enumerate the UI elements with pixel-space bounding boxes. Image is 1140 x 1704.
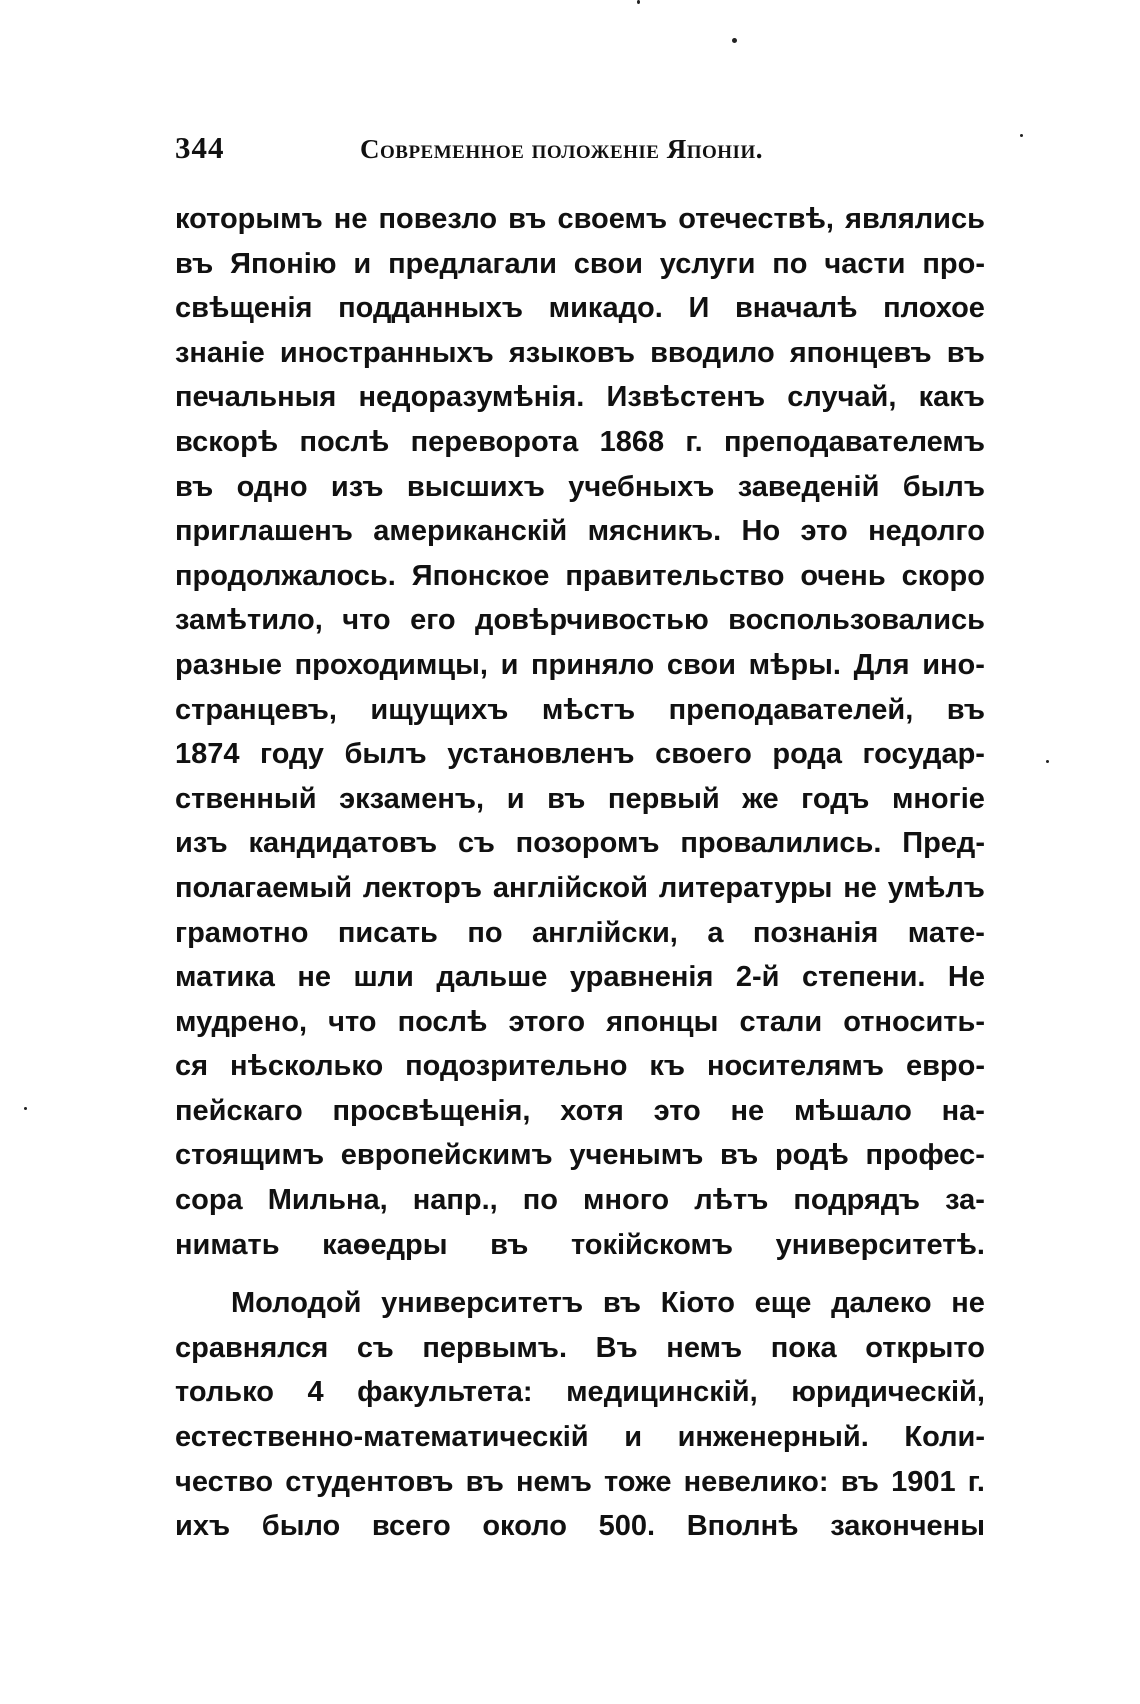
- paragraph: [175, 197, 985, 1267]
- text-line: ихъ было всего около 500. Вполнѣ закончены: [175, 1510, 985, 1543]
- text-line: въ Японію и предлагали свои услуги по части про-: [175, 247, 985, 280]
- text-line: продолжалось. Японское правительство очень скоро: [175, 559, 985, 592]
- text-line: замѣтило, что его довѣрчивостью воспользовались: [175, 604, 985, 637]
- text-line: вскорѣ послѣ переворота 1868 г. преподавателемъ: [175, 425, 985, 458]
- text-line: сора Мильна, напр., по много лѣтъ подрядъ за-: [175, 1184, 985, 1217]
- text-line: естественно-математическій и инженерный. Коли-: [175, 1421, 985, 1454]
- text-line: ственный экзаменъ, и въ первый же годъ многіе: [175, 782, 985, 815]
- scan-speck: [637, 0, 640, 4]
- text-line: разные проходимцы, и приняло свои мѣры. Для ино-: [175, 648, 985, 681]
- text-line: стоящимъ европейскимъ ученымъ въ родѣ профес-: [175, 1139, 985, 1172]
- text-line: знаніе иностранныхъ языковъ вводило японцевъ въ: [175, 336, 985, 369]
- text-line: свѣщенія подданныхъ микадо. И вначалѣ плохое: [175, 292, 985, 325]
- scan-speck: [732, 38, 737, 43]
- text-line: ся нѣсколько подозрительно къ носителямъ евро-: [175, 1050, 985, 1083]
- text-line: сравнялся съ первымъ. Въ немъ пока открыто: [175, 1331, 985, 1364]
- text-line: только 4 факультета: медицинскій, юридическій,: [175, 1376, 985, 1409]
- text-line: полагаемый лекторъ англійской литературы не умѣлъ: [175, 871, 985, 904]
- running-title: Современное положеніе Японіи.: [360, 134, 763, 164]
- text-line: приглашенъ американскій мясникъ. Но это недолго: [175, 515, 985, 548]
- text-line: печальныя недоразумѣнія. Извѣстенъ случай, какъ: [175, 381, 985, 414]
- scan-speck: [24, 1107, 27, 1110]
- text-line: въ одно изъ высшихъ учебныхъ заведеній былъ: [175, 470, 985, 503]
- text-line: матика не шли дальше уравненія 2-й степени. Не: [175, 961, 985, 994]
- text-line: 1874 году былъ установленъ своего рода государ-: [175, 738, 985, 771]
- text-line: нимать каѳедры въ токійскомъ университетѣ.: [175, 1228, 985, 1261]
- text-line: странцевъ, ищущихъ мѣстъ преподавателей, въ: [175, 693, 985, 726]
- text-line: мудрено, что послѣ этого японцы стали относить-: [175, 1005, 985, 1038]
- page-number: 344: [175, 130, 225, 165]
- text-line: грамотно писать по англійски, а познанія мате-: [175, 916, 985, 949]
- text-line: которымъ не повезло въ своемъ отечествѣ, являлись: [175, 203, 985, 235]
- paragraph-gap: [175, 1267, 985, 1281]
- body-text: [175, 197, 985, 1549]
- page-header: [175, 130, 1005, 174]
- scan-speck: [1046, 760, 1049, 763]
- text-line: Молодой университетъ въ Кіото еще далеко не: [231, 1287, 985, 1320]
- text-line: чество студентовъ въ немъ тоже невелико: въ 1901 г.: [175, 1465, 985, 1498]
- paragraph: [175, 1281, 985, 1549]
- text-line: пейскаго просвѣщенія, хотя это не мѣшало на-: [175, 1094, 985, 1127]
- scan-speck: [1020, 134, 1023, 137]
- text-line: изъ кандидатовъ съ позоромъ провалились. Пред-: [175, 827, 985, 860]
